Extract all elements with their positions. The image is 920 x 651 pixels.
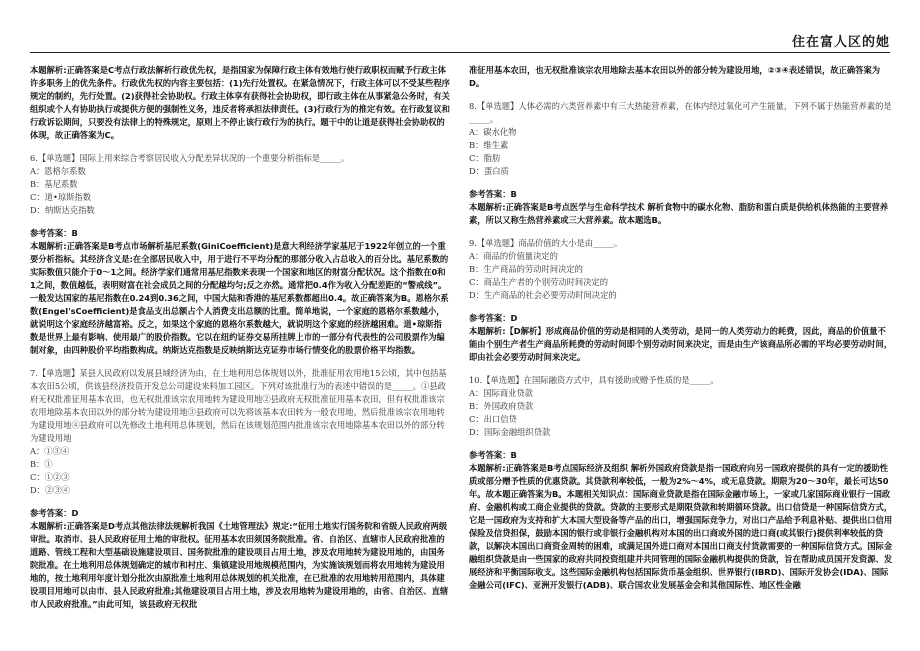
q8-question: 8.【单选题】人体必需的六类营养素中有三大热能营养素，在体内经过氧化可产生能量，下列不属于热能营养素的是_____。 [469, 101, 892, 124]
q8-option-c: C：脂肪 [469, 153, 501, 163]
right-column [469, 64, 894, 592]
q8-answer: 参考答案：B [469, 189, 517, 199]
q9-question: 9.【单选题】商品价值的大小是由_____。 [469, 238, 623, 248]
q10-option-c: C：出口信贷 [469, 414, 517, 424]
q7-question: 7.【单选题】某县人民政府以发展县域经济为由，在土地利用总体规划以外，批准征用农用地15公顷，其中包括基本农田5公顷，供该县经济投资开发总公司建设来料加工园区。下列对该批准行为的表述中错误的是_____。①县政府无权批准征用基本农田，也无权批准该宗农用地转为建设用地②县政府无权批准征用基本农田，但有权批准该宗农用地除基本农田以外的部分转为建设用地③县政府可以先将该基本农田转为一般农用地，然后批准该宗农用地转为建设用地④县政府可以先修改土地利用总体规划，然后在该规划范围内批准该宗农用地除基本农田以外的部分转为建设用地 [30, 368, 447, 443]
q9-option-b: B：生产商品的劳动时间决定的 [469, 264, 583, 274]
q9-option-a: A：商品的价值量决定的 [469, 251, 558, 261]
q5-analysis: 本题解析:正确答案是C考点行政法解析行政优先权，是指国家为保障行政主体有效地行使行政职权而赋予行政主体许多职务上的优先条件。行政优先权的内容主要包括：(1)先行处置权。在紧急情况下，行政主体可以不受某些程序规定的制约，先行处置。(2)获得社会协助权。行政主体享有获得社会协助权，即行政主体在从事紧急公务时，有关组织或个人有协助执行或提供方便的强制性义务，违反者将承担法律责任。(3)行政行为的推定有效。在行政复议和行政诉讼期间，只要没有法律上的特殊规定，原则上不停止该行政行为的执行。题干中的让道是获得社会协助权的体现，故正确答案为C。 [30, 65, 450, 140]
q6-answer: 参考答案：B [30, 228, 78, 238]
q7-analysis: 本题解析:正确答案是D考点其他法律法规解析我国《土地管理法》规定:“征用土地实行国务院和省级人民政府两级审批。取消市、县人民政府征用土地的审批权。征用基本农田须国务院批准。省、自治区、直辖市人民政府批准的道路、管线工程和大型基础设施建设项目、国务院批准的建设项目占用土地，涉及农用地转为建设用地的，由国务院批准。在土地利用总体规划确定的城市和村庄、集镇建设用地规模范围内，为实施该规划而将农用地转为建设用地的，按土地利用年度计划分批次由原批准土地利用总体规划的机关批准，在已批准的农用地转用范围内，具体建设项目用地可以由市、县人民政府批准;其他建设项目占用土地，涉及农用地转为建设用地的，由省、自治区、直辖市人民政府批准。”由此可知，该县政府无权批 [30, 521, 449, 609]
q7-option-b: B：① [30, 459, 53, 469]
header-title: 住在富人区的她 [791, 35, 890, 50]
q9-answer: 参考答案：D [469, 313, 518, 323]
q8-option-b: B：维生素 [469, 140, 509, 150]
page-header [30, 28, 890, 53]
q10-answer: 参考答案：B [469, 450, 517, 460]
q7-option-d: D：②③④ [30, 485, 70, 495]
left-column [30, 64, 450, 611]
q6-analysis: 本题解析:正确答案是B考点市场解析基尼系数(GiniCoefficient)是意大利经济学家基尼于1922年创立的一个重要分析指标。其经济含义是:在全部居民收入中，用于进行不平均分配的那部分收入占总收入的百分比。基尼系数的实际数值只能介于0～1之间。经济学家们通常用基尼指数来表现一个国家和地区的财富分配状况。这个指数在0和1之间，数值越低，表明财富在社会成员之间的分配越均匀;反之亦然。通常把0.4作为收入分配差距的“警戒线”。一般发达国家的基尼指数在0.24到0.36之间，中国大陆和香港的基尼系数都超出0.4。故正确答案为B。恩格尔系数(Engel'sCoefficient)是食品支出总额占个人消费支出总额的比重。简单地说，一个家庭的恩格尔系数越小，就说明这个家庭经济越富裕。反之，如果这个家庭的恩格尔系数越大，就说明这个家庭的经济越困难。道•琼斯指数是世界上最有影响、使用最广的股价指数。它以在纽约证券交易所挂牌上市的一部分有代表性的公司股票作为编制对象，由四种股价平均指数构成。纳斯达克指数是反映纳斯达克证券市场行情变化的股票价格平均指数。 [30, 241, 449, 355]
q7-answer: 参考答案：D [30, 508, 79, 518]
q8-analysis: 本题解析:正确答案是B考点医学与生命科学技术 解析食物中的碳水化物、脂肪和蛋白质是供给机体热能的主要营养素，所以又称生热营养素或三大营养素。故本题选B。 [469, 202, 889, 225]
q7-analysis-continued: 准征用基本农田，也无权批准该宗农用地除去基本农田以外的部分转为建设用地，②③④表述错误，故正确答案为D。 [469, 65, 881, 88]
q6-option-a: A：恩格尔系数 [30, 166, 86, 176]
q6-question: 6.【单选题】国际上用来综合考察居民收入分配差异状况的一个重要分析指标是_____。 [30, 153, 350, 163]
q9-option-d: D：生产商品的社会必要劳动时间决定的 [469, 290, 617, 300]
q10-option-d: D：国际金融组织贷款 [469, 427, 551, 437]
q7-option-a: A：①③④ [30, 446, 70, 456]
q7-option-c: C：①②③ [30, 472, 70, 482]
q6-option-b: B：基尼系数 [30, 179, 78, 189]
q8-option-d: D：蛋白质 [469, 166, 509, 176]
q9-option-c: C：商品生产者的个别劳动时间决定的 [469, 277, 609, 287]
q8-option-a: A：碳水化物 [469, 127, 517, 137]
q10-option-b: B：外国政府贷款 [469, 401, 534, 411]
q10-analysis: 本题解析:正确答案是B考点国际经济及组织 解析外国政府贷款是指一国政府向另一国政府提供的具有一定的援助性质或部分赠予性质的优惠贷款。其贷款利率较低，一般为2%～4%，或无息贷款。期限为20～30年，最长可达50年。故本题正确答案为B。本题相关知识点：国际商业贷款是指在国际金融市场上，一家或几家国际商业银行一国政府、金融机构或工商企业提供的贷款。贷款的主要形式是期限贷款和转期循环贷款。出口信贷是一种国际信贷方式，它是一国政府为支持和扩大本国大型设备等产品的出口，增强国际竞争力，对出口产品给予利息补贴、提供出口信用保险及信贷担保，鼓励本国的银行或非银行金融机构对本国的出口商或外国的进口商(或其银行)提供利率较低的贷款，以解决本国出口商资金周转的困难，或满足国外进口商对本国出口商支付货款需要的一种国际信贷方式。国际金融组织贷款是由一些国家的政府共同投资组建并共同管理的国际金融机构提供的贷款，旨在帮助成员国开发资源、发展经济和平衡国际收支。这些国际金融机构包括国际货币基金组织、世界银行(IBRD)、国际开发协会(IDA)、国际金融公司(IFC)、亚洲开发银行(ADB)、联合国农业发展基金会和其他国际性、地区性金融 [469, 463, 893, 590]
q10-option-a: A：国际商业贷款 [469, 388, 534, 398]
q6-option-d: D：纳斯达克指数 [30, 205, 95, 215]
q10-question: 10.【单选题】在国际融资方式中，具有援助或赠予性质的是_____。 [469, 375, 719, 385]
q9-analysis: 本题解析:【D解析】形成商品价值的劳动是相同的人类劳动，是同一的人类劳动力的耗费，因此，商品的价值量不能由个别生产者生产商品所耗费的劳动时间即个别劳动时间来决定，而是由生产该商品所必需的平均必要劳动时间，即由社会必要劳动时间来决定。 [469, 326, 893, 362]
q6-option-c: C：道•琼斯指数 [30, 192, 92, 202]
